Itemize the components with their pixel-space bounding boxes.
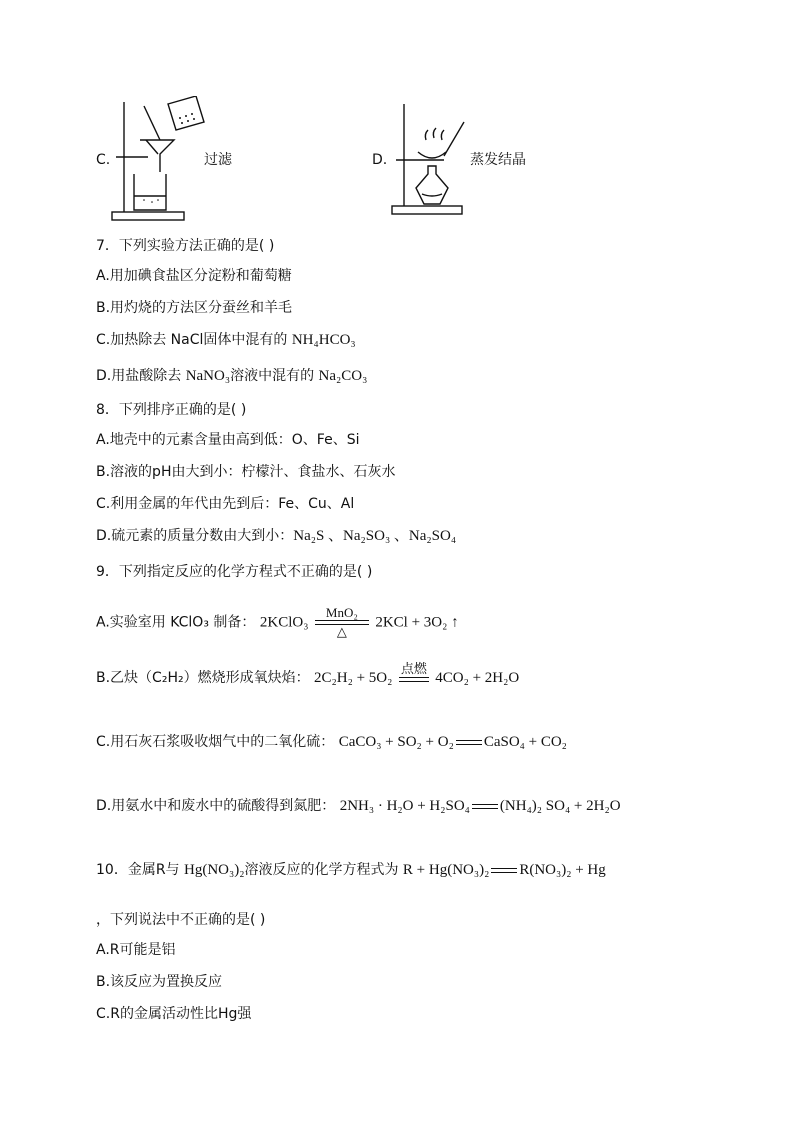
q9-option-b-condition: [397, 663, 431, 682]
q7-option-d-formula1: NaNO₃: [185, 368, 231, 384]
q9-option-b: [96, 661, 520, 688]
option-d-label: D.: [372, 152, 388, 168]
q9-option-d-text: D.用氨水中和废水中的硫酸得到氮肥：: [96, 798, 336, 814]
option-c-caption: 过滤: [204, 152, 232, 168]
q10-option-c: C.R的金属活动性比Hg强: [96, 1006, 252, 1022]
q8-option-d: [96, 526, 456, 546]
option-c-label: C.: [96, 152, 111, 168]
filtration-apparatus-icon: [108, 96, 208, 224]
q9-option-a-condition: [313, 606, 371, 639]
q9-option-c-right: CaSO₄ + CO₂: [483, 734, 567, 750]
q7-option-c-text: C.加热除去 NaCl固体中混有的: [96, 332, 292, 348]
q10-stem-left: R + Hg(NO₃)₂: [402, 862, 490, 878]
q7-option-b: B.用灼烧的方法区分蚕丝和羊毛: [96, 300, 293, 316]
q8-option-d-formula: Na₂S 、Na₂SO₃ 、Na₂SO₄: [293, 528, 457, 544]
q9-option-b-ignite: 点燃: [400, 661, 427, 677]
q7-option-c-formula: NH₄HCO₃: [291, 332, 356, 348]
option-d-caption: 蒸发结晶: [470, 152, 526, 168]
q9-option-a-text: A.实验室用 KClO₃ 制备：: [96, 614, 256, 631]
q9-option-c-text: C.用石灰石浆吸收烟气中的二氧化硫：: [96, 734, 335, 750]
q7-option-d-text1: D.用盐酸除去: [96, 368, 186, 384]
q9-option-d: [96, 796, 621, 816]
q10-stem-right: R(NO₃)₂ + Hg: [519, 862, 606, 878]
q9-option-d-right: (NH₄)₂ SO₄ + 2H₂O: [499, 798, 621, 814]
q9-option-b-left: 2C₂H₂ + 5O₂: [314, 670, 393, 686]
q7-option-c: [96, 330, 356, 350]
q9-option-a-catalyst: MnO₂: [325, 605, 358, 620]
q10-option-b: B.该反应为置换反应: [96, 974, 223, 990]
q9-option-c: [96, 732, 567, 752]
evaporation-apparatus-icon: [388, 100, 476, 218]
q7-option-d-formula2: Na₂CO₃: [318, 368, 368, 384]
q8-option-d-text: D.硫元素的质量分数由大到小：: [96, 528, 294, 544]
q7-stem: 7．下列实验方法正确的是( ): [96, 238, 275, 254]
q10-stem-formula1: Hg(NO₃)₂: [184, 862, 245, 878]
q10-stem-text2: 溶液反应的化学方程式为: [244, 862, 403, 878]
q8-option-a: A.地壳中的元素含量由高到低：O、Fe、Si: [96, 432, 360, 448]
q8-option-c: C.利用金属的年代由先到后：Fe、Cu、Al: [96, 496, 355, 512]
q7-option-d-text2: 溶液中混有的: [230, 368, 319, 384]
q9-option-b-text: B.乙炔（C₂H₂）燃烧形成氧炔焰：: [96, 670, 310, 686]
q9-stem: 9．下列指定反应的化学方程式不正确的是( ): [96, 564, 373, 580]
q10-stem-text1: 10．金属R与: [96, 862, 184, 878]
q9-option-c-left: CaCO₃ + SO₂ + O₂: [338, 734, 454, 750]
q8-option-b: B.溶液的pH由大到小：柠檬汁、食盐水、石灰水: [96, 464, 396, 480]
q7-option-d: [96, 366, 367, 386]
q8-stem: 8．下列排序正确的是( ): [96, 402, 247, 418]
q9-option-a-left: 2KClO₃: [259, 614, 309, 631]
q9-option-a-right: 2KCl + 3O₂ ↑: [375, 614, 459, 631]
q10-stem-continued: ，下列说法中不正确的是( ): [96, 912, 266, 928]
q9-option-b-right: 4CO₂ + 2H₂O: [435, 670, 520, 686]
q9-option-a-heat: △: [336, 624, 347, 639]
q10-stem: [96, 860, 606, 880]
q9-option-a: [96, 606, 459, 639]
q7-option-a: A.用加碘食盐区分淀粉和葡萄糖: [96, 268, 292, 284]
q9-option-d-left: 2NH₃ · H₂O + H₂SO₄: [339, 798, 470, 814]
q10-option-a: A.R可能是铝: [96, 942, 176, 958]
